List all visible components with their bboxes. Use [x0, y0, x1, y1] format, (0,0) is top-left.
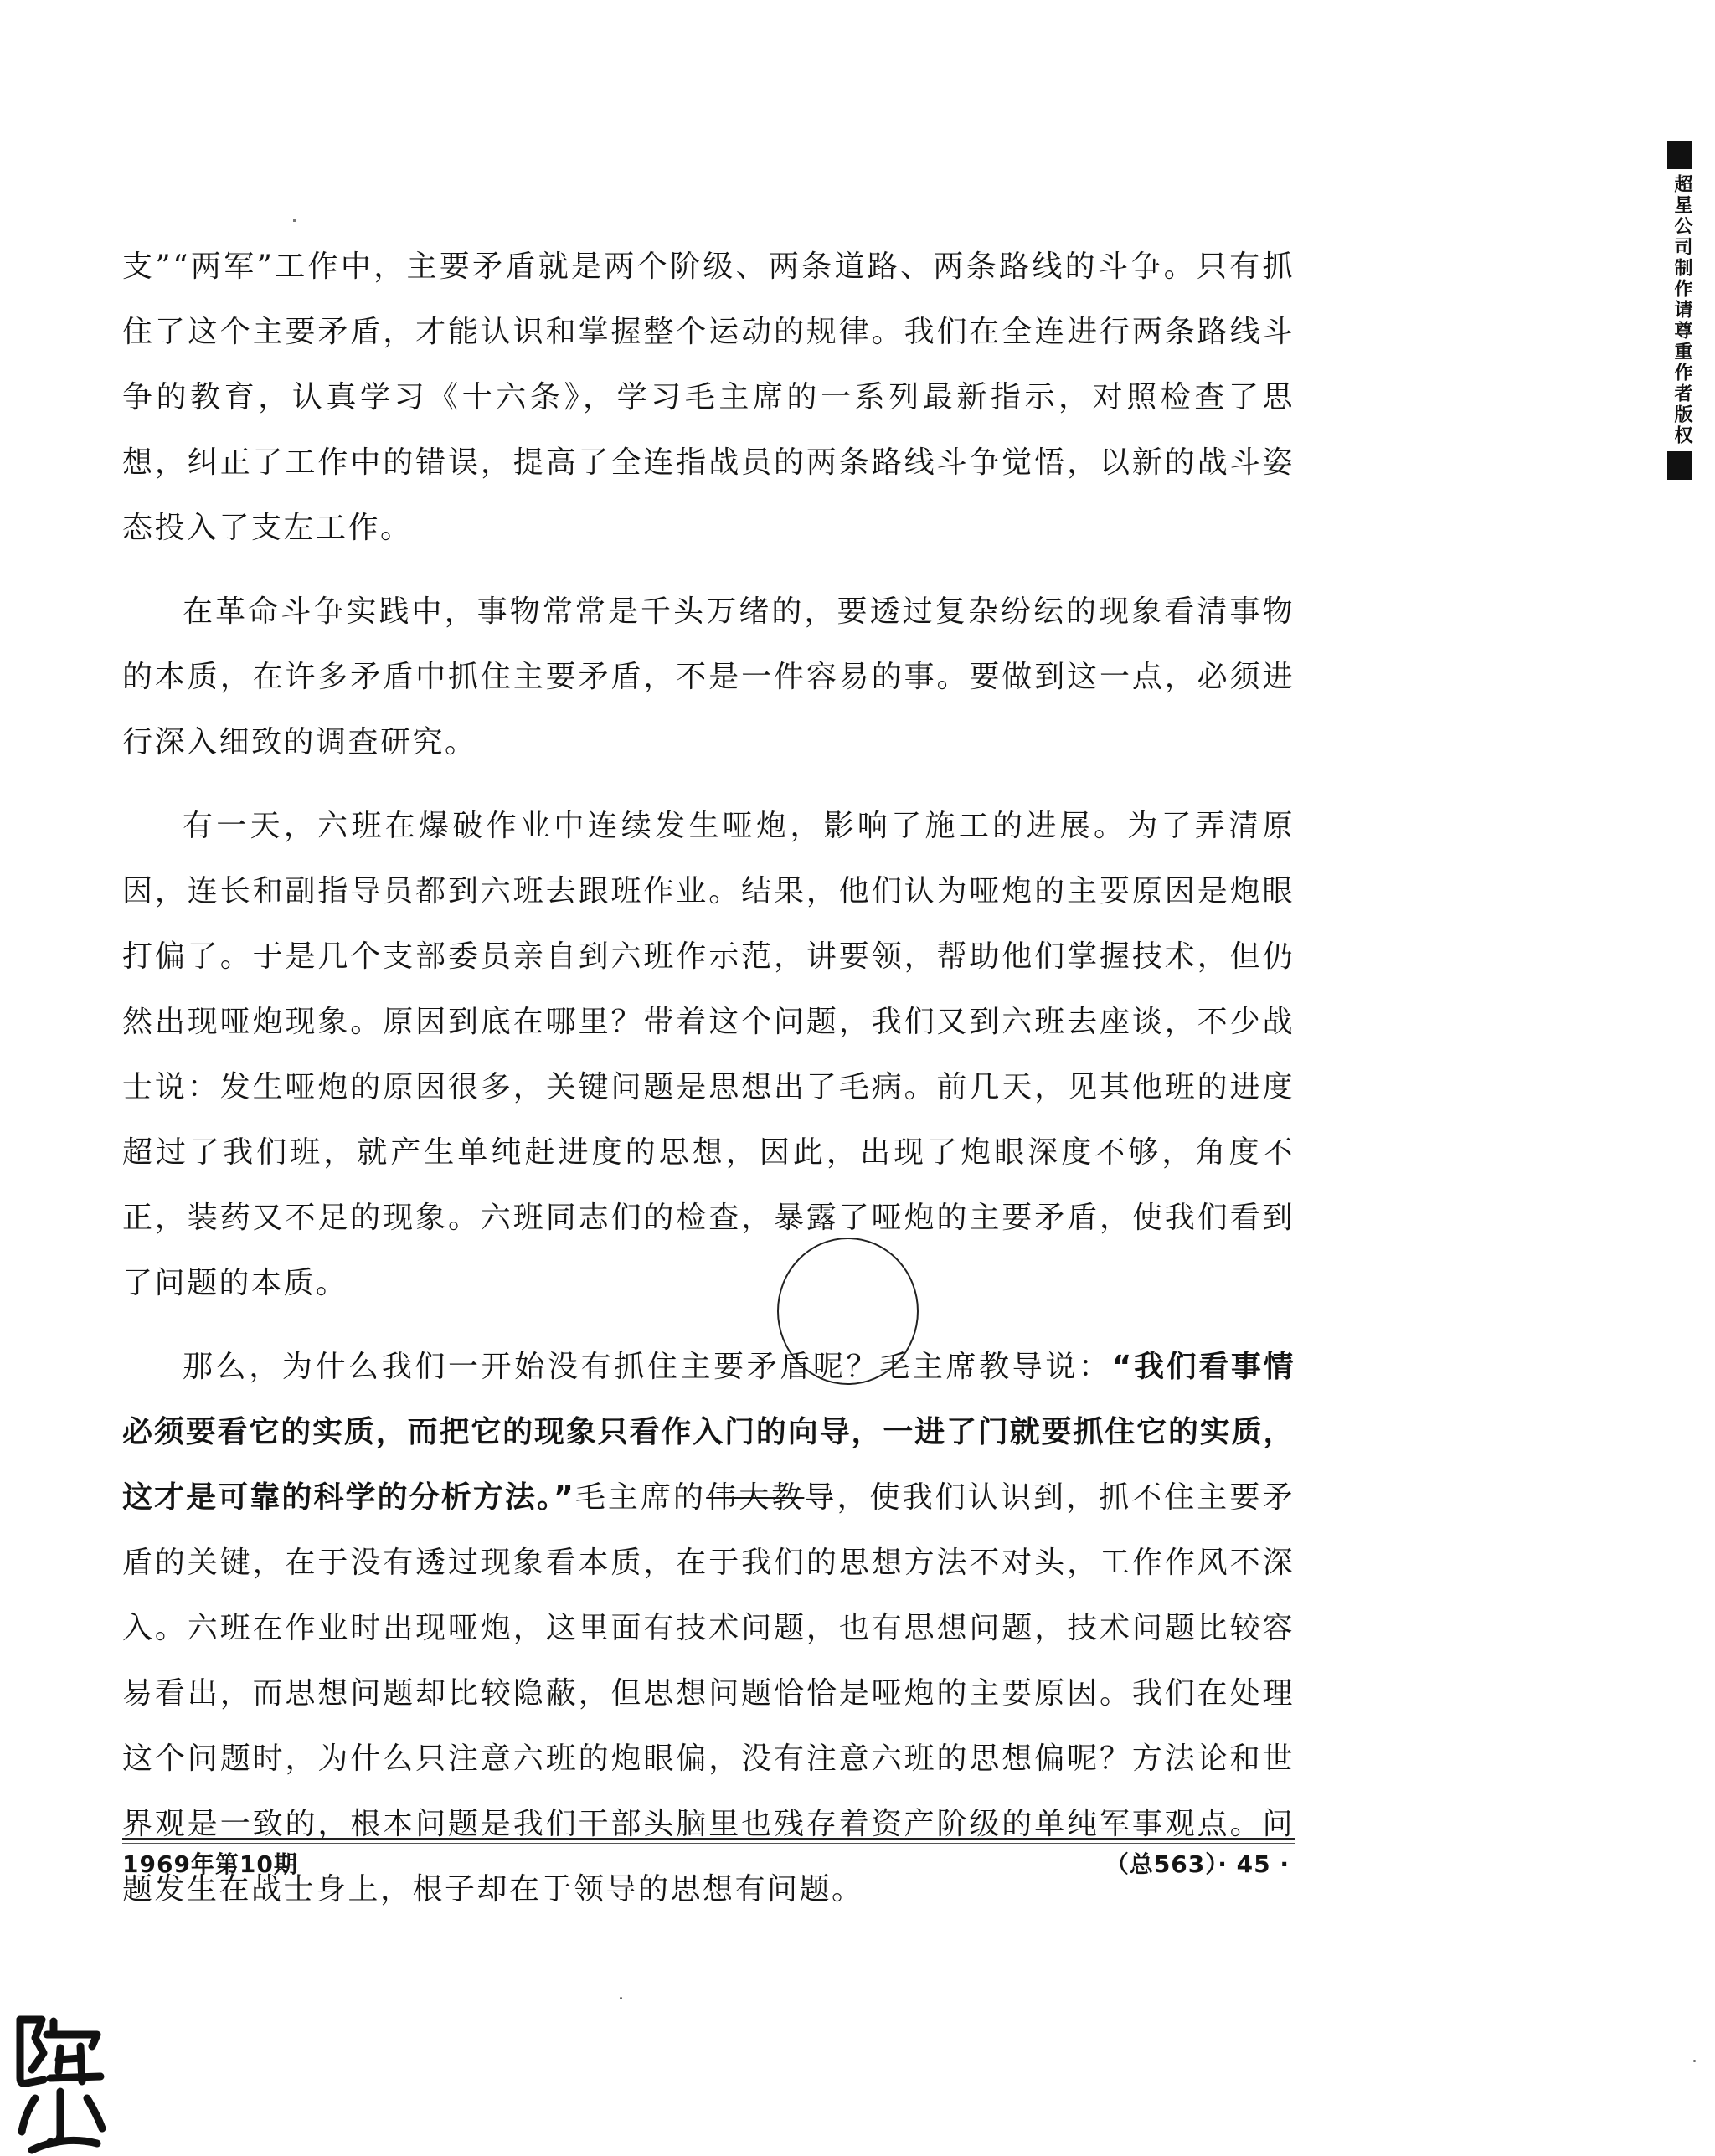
struck-text: 伟大教: [706, 1480, 805, 1515]
paragraph-4-after-a: 毛主席的: [574, 1480, 707, 1515]
paragraph-1: 支”“两军”工作中，主要矛盾就是两个阶级、两条道路、两条路线的斗争。只有抓住了这个主要矛盾，才能认识和掌握整个运动的规律。我们在全连进行两条路线斗争的教育，认真学习《十六条》，学习毛主席的一系列最新指示，对照检查了思想，纠正了工作中的错误，提高了全连指战员的两条路线斗争觉悟，以新的战斗姿态投入了支左工作。: [122, 250, 1295, 545]
footer-rule-thin: [122, 1843, 1295, 1844]
footer-rule-thick: [122, 1838, 1295, 1840]
mao-quote-bold: “我们看事情必须要看它的实质，而把它的现象只看作入门的向导，一进了门就要抓住它的实质，这才是可靠的科学的分析方法。”: [122, 1350, 1295, 1515]
watermark-text: 超星公司制作请尊重作者版权: [1671, 174, 1692, 446]
seal-stamp-icon: [10, 2009, 111, 2156]
paragraph-4-after-b: 导，使我们认识到，抓不住主要矛盾的关键，在于没有透过现象看本质，在于我们的思想方法不对头，工作作风不深入。六班在作业时出现哑炮，这里面有技术问题，也有思想问题，技术问题比较容易看出，而思想问题却比较隐蔽，但思想问题恰恰是哑炮的主要原因。我们在处理这个问题时，为什么只注意六班的炮眼偏，没有注意六班的思想偏呢？方法论和世界观是一致的，根本问题是我们干部头脑里也残存着资产阶级的单纯军事观点。问题发生在战士身上，根子却在于领导的思想有问题。: [122, 1480, 1295, 1906]
paragraph-4: [122, 1335, 1295, 1922]
scan-speck: [620, 1997, 622, 1999]
paragraph-2: 在革命斗争实践中，事物常常是千头万绪的，要透过复杂纷纭的现象看清事物的本质，在许多矛盾中抓住主要矛盾，不是一件容易的事。要做到这一点，必须进行深入细致的调查研究。: [122, 594, 1295, 759]
strip-bar-top: [1667, 141, 1692, 169]
strip-bar-bottom: [1667, 451, 1692, 480]
issue-label: 1969年第10期: [122, 1850, 298, 1878]
scan-speck: [293, 219, 296, 222]
paragraph-3: 有一天，六班在爆破作业中连续发生哑炮，影响了施工的进展。为了弄清原因，连长和副指导员都到六班去跟班作业。结果，他们认为哑炮的主要原因是炮眼打偏了。于是几个支部委员亲自到六班作示范，讲要领，帮助他们掌握技术，但仍然出现哑炮现象。原因到底在哪里？带着这个问题，我们又到六班去座谈，不少战士说：发生哑炮的原因很多，关键问题是思想出了毛病。前几天，见其他班的进度超过了我们班，就产生单纯赶进度的思想，因此，出现了炮眼深度不够，角度不正，装药又不足的现象。六班同志们的检查，暴露了哑炮的主要矛盾，使我们看到了问题的本质。: [122, 809, 1295, 1300]
scan-speck: [1693, 2060, 1696, 2062]
article-body: [122, 234, 1295, 1941]
paragraph-4-lead: 那么，为什么我们一开始没有抓住主要矛盾呢？毛主席教导说：: [183, 1350, 1112, 1384]
page-number: （总563）· 45 ·: [1105, 1850, 1290, 1878]
watermark-strip: [1665, 141, 1698, 480]
